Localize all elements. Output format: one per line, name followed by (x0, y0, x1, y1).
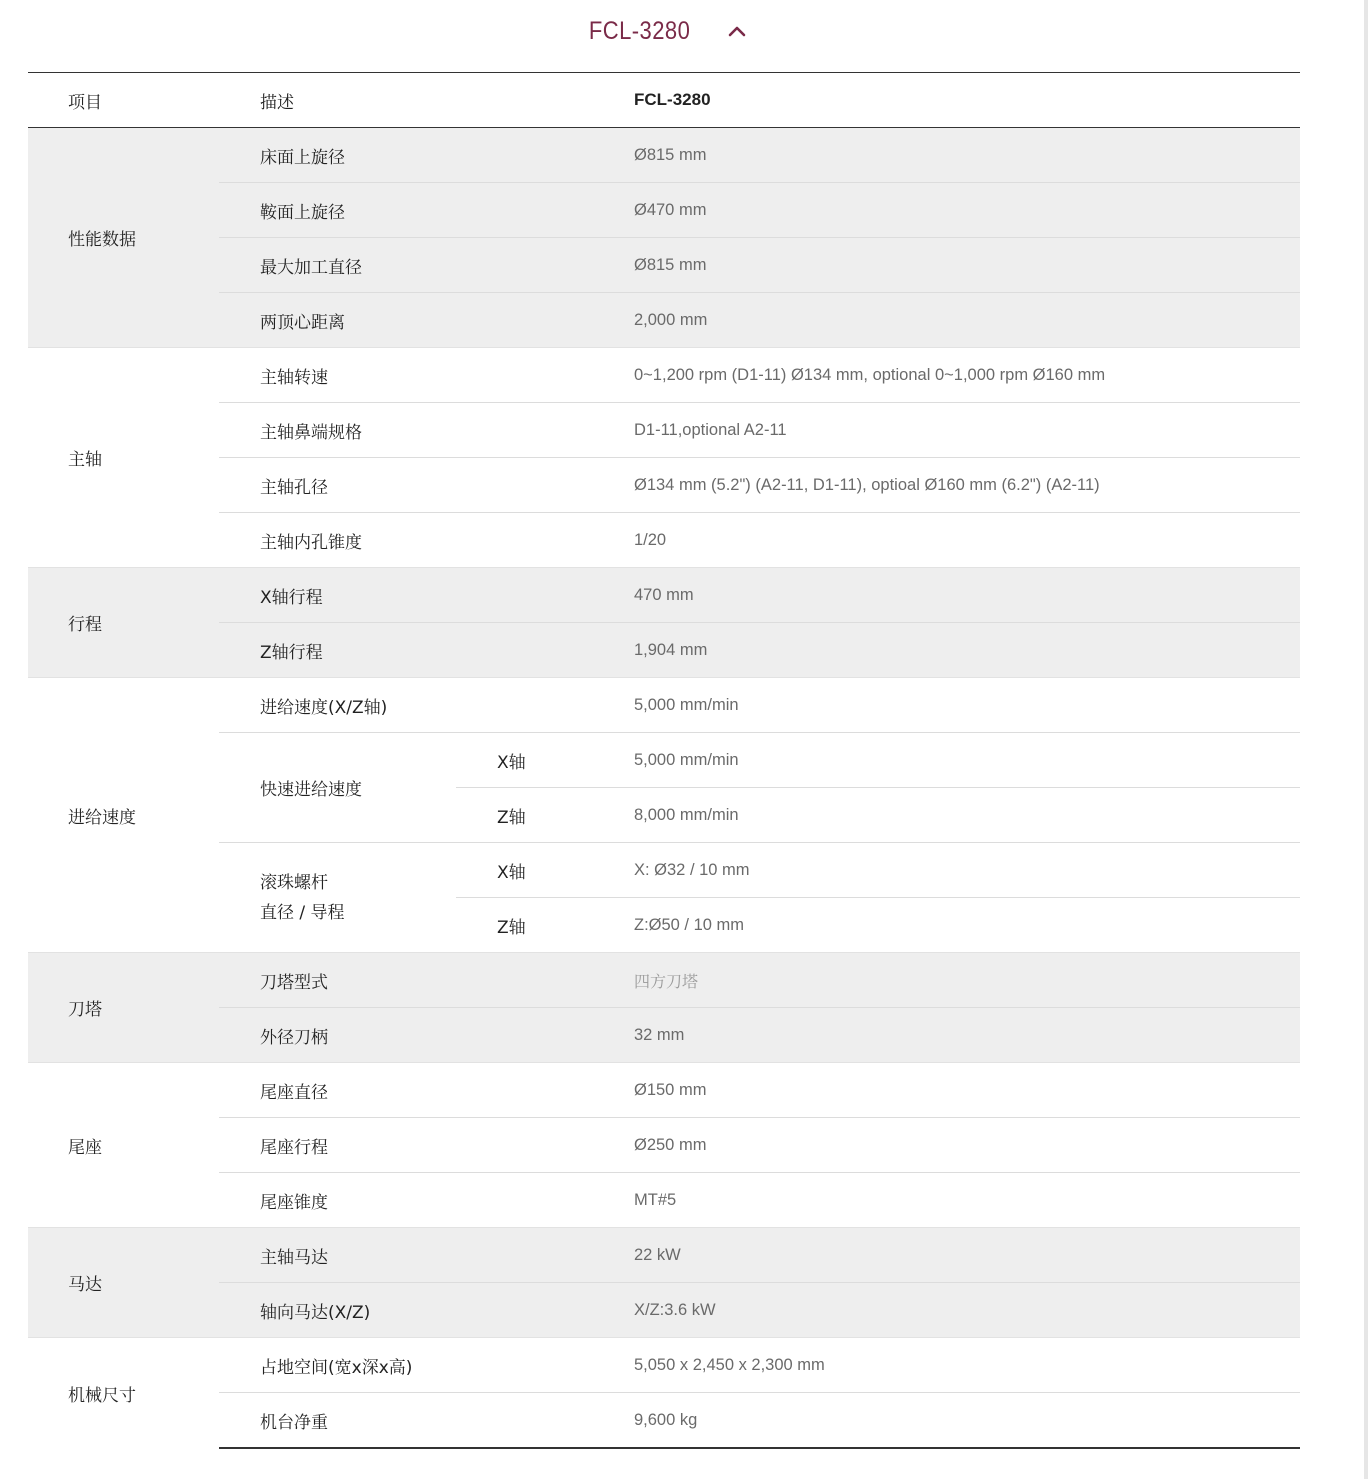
spec-value: 32 mm (634, 1008, 1300, 1063)
axis-label-x: X轴 (456, 843, 634, 898)
spec-item: 床面上旋径 (219, 128, 634, 183)
accordion-header-fcl-3280[interactable] (28, 0, 1300, 62)
spec-value: 5,000 mm/min (634, 678, 1300, 733)
table-row (28, 1338, 1300, 1393)
spec-value: Ø815 mm (634, 238, 1300, 293)
spec-item: X轴行程 (219, 568, 634, 623)
spec-value: MT#5 (634, 1173, 1300, 1228)
spec-value: 5,000 mm/min (634, 733, 1300, 788)
spec-item: 主轴马达 (219, 1228, 634, 1283)
spec-value: Ø150 mm (634, 1063, 1300, 1118)
column-header-model: FCL-3280 (634, 73, 1300, 128)
category-travel: 行程 (28, 568, 219, 678)
table-row (28, 1118, 1300, 1173)
scrollbar-track[interactable] (1364, 0, 1368, 1479)
spec-value: 5,050 x 2,450 x 2,300 mm (634, 1338, 1300, 1393)
table-row (28, 1063, 1300, 1118)
table-row (28, 953, 1300, 1008)
spec-item: 外径刀柄 (219, 1008, 634, 1063)
spec-value: 1/20 (634, 513, 1300, 568)
spec-value: Ø134 mm (5.2") (A2-11, D1-11), optioal Ø160 mm (6.2") (A2-11) (634, 458, 1300, 513)
table-row (28, 293, 1300, 348)
spec-value: 22 kW (634, 1228, 1300, 1283)
spec-value: 1,904 mm (634, 623, 1300, 678)
spec-item: 占地空间(宽x深x高) (219, 1338, 634, 1393)
spec-item: 主轴转速 (219, 348, 634, 403)
spec-value: X/Z:3.6 kW (634, 1283, 1300, 1338)
table-row (28, 623, 1300, 678)
spec-item: 最大加工直径 (219, 238, 634, 293)
table-row (28, 733, 1300, 788)
table-row (28, 403, 1300, 458)
spec-value: Ø250 mm (634, 1118, 1300, 1173)
table-row (28, 678, 1300, 733)
spec-item: Z轴行程 (219, 623, 634, 678)
spec-value: Ø815 mm (634, 128, 1300, 183)
spec-value: 470 mm (634, 568, 1300, 623)
category-turret: 刀塔 (28, 953, 219, 1063)
table-header-row (28, 73, 1300, 128)
spec-value: Ø470 mm (634, 183, 1300, 238)
ballscrew-label-line2: 直径 / 导程 (260, 902, 345, 923)
category-feed: 进给速度 (28, 678, 219, 953)
table-row (28, 183, 1300, 238)
spec-item: 轴向马达(X/Z) (219, 1283, 634, 1338)
axis-label-z: Z轴 (456, 898, 634, 953)
spec-item: 尾座锥度 (219, 1173, 634, 1228)
spec-item: 两顶心距离 (219, 293, 634, 348)
spec-item-ballscrew (219, 843, 456, 953)
column-header-description: 描述 (219, 73, 634, 128)
spec-item: 尾座直径 (219, 1063, 634, 1118)
spec-value: D1-11,optional A2-11 (634, 403, 1300, 458)
ballscrew-label-line1: 滚珠螺杆 (260, 872, 328, 893)
table-row (28, 1393, 1300, 1449)
column-header-item: 项目 (28, 73, 219, 128)
category-tailstock: 尾座 (28, 1063, 219, 1228)
chevron-up-icon[interactable] (728, 25, 746, 39)
axis-label-x: X轴 (456, 733, 634, 788)
table-row (28, 1283, 1300, 1338)
category-performance: 性能数据 (28, 128, 219, 348)
model-title: FCL-3280 (589, 16, 691, 45)
spec-item: 主轴孔径 (219, 458, 634, 513)
spec-item: 主轴内孔锥度 (219, 513, 634, 568)
spec-item: 鞍面上旋径 (219, 183, 634, 238)
table-row (28, 843, 1300, 898)
table-row (28, 348, 1300, 403)
spec-item: 尾座行程 (219, 1118, 634, 1173)
category-spindle: 主轴 (28, 348, 219, 568)
table-row (28, 128, 1300, 183)
spec-value: 2,000 mm (634, 293, 1300, 348)
category-motor: 马达 (28, 1228, 219, 1338)
spec-table (28, 72, 1300, 1449)
axis-label-z: Z轴 (456, 788, 634, 843)
spec-item: 机台净重 (219, 1393, 634, 1449)
spec-item: 进给速度(X/Z轴) (219, 678, 634, 733)
spec-value: 0~1,200 rpm (D1-11) Ø134 mm, optional 0~1,000 rpm Ø160 mm (634, 348, 1300, 403)
table-row (28, 568, 1300, 623)
spec-item: 主轴鼻端规格 (219, 403, 634, 458)
table-row (28, 1008, 1300, 1063)
spec-value: Z:Ø50 / 10 mm (634, 898, 1300, 953)
table-row (28, 1173, 1300, 1228)
category-dimensions: 机械尺寸 (28, 1338, 219, 1449)
table-row (28, 513, 1300, 568)
spec-value: 9,600 kg (634, 1393, 1300, 1449)
table-row (28, 238, 1300, 293)
table-row (28, 1228, 1300, 1283)
table-row (28, 458, 1300, 513)
spec-item-rapid: 快速进给速度 (219, 733, 456, 843)
spec-value: X: Ø32 / 10 mm (634, 843, 1300, 898)
spec-value: 8,000 mm/min (634, 788, 1300, 843)
spec-item: 刀塔型式 (219, 953, 634, 1008)
spec-value: 四方刀塔 (634, 953, 1300, 1008)
